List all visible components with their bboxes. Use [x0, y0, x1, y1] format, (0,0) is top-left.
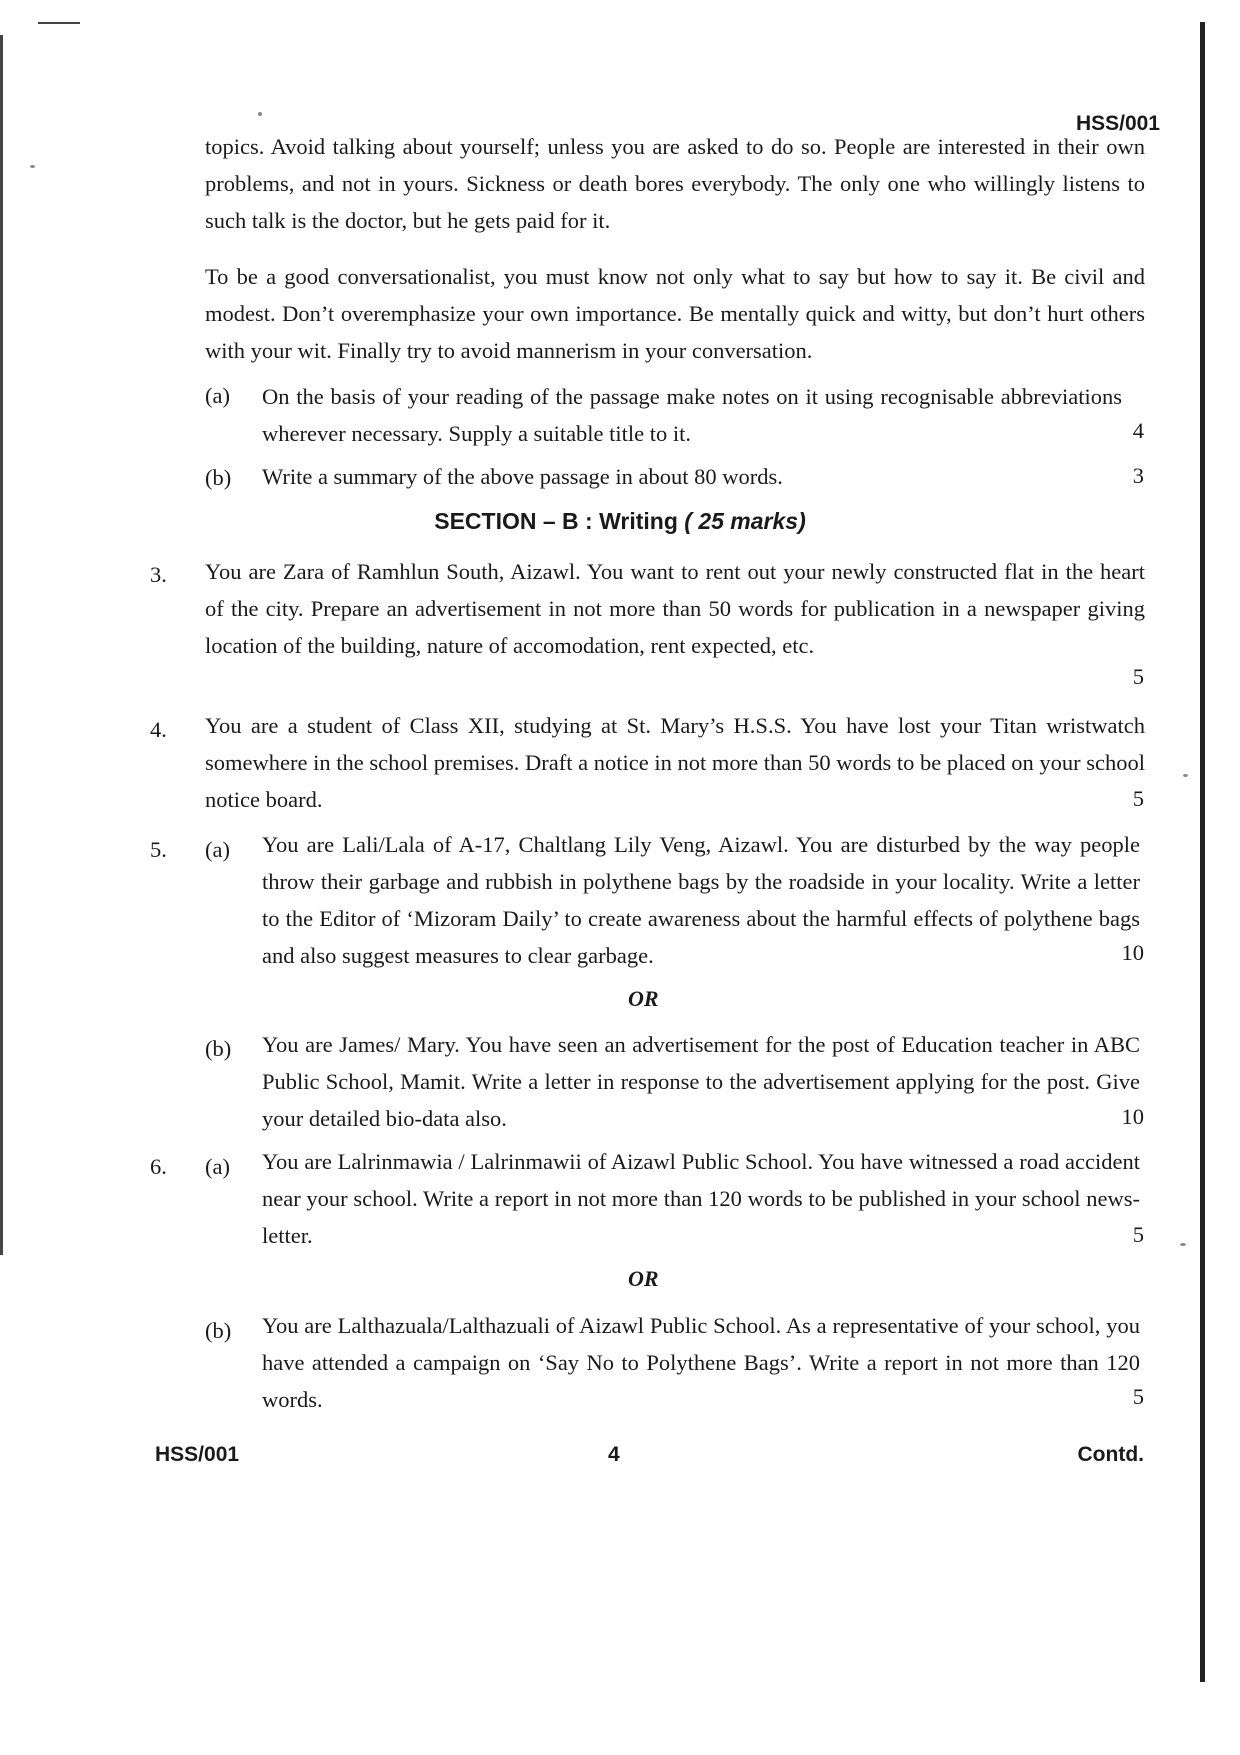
- passage-paragraph-2: To be a good conversationalist, you must know not only what to say but how to say it. Be civil and modest. Don’t overemphasize your own importance. Be mentally quick and witty, but don’t hurt others with your wit. Finally try to avoid mannerism in your conversation.: [205, 264, 1145, 363]
- question-2b-marks: 3: [1132, 463, 1144, 488]
- passage-paragraph-1: topics. Avoid talking about yourself; unless you are asked to do so. People are interested in their own problems, and not in yours. Sickness or death bores everybody. The only one who willingly listens to such talk is the doctor, but he gets paid for it.: [205, 134, 1145, 233]
- question-6a-marks: 5: [1132, 1222, 1144, 1247]
- question-5-number: 5.: [150, 837, 167, 862]
- question-5b-marks: 10: [1121, 1104, 1144, 1129]
- question-5a-marks: 10: [1121, 940, 1144, 965]
- question-4-text: You are a student of Class XII, studying at St. Mary’s H.S.S. You have lost your Titan wristwatch somewhere in the school premises. Draft a notice in not more than 50 words to be placed on your school notice board.: [205, 713, 1145, 812]
- question-6a-text: You are Lalrinmawia / Lalrinmawii of Aizawl Public School. You have witnessed a road accident near your school. Write a report in not more than 120 words to be published in your school news-letter.: [262, 1149, 1140, 1248]
- scan-speck: [30, 165, 35, 168]
- scan-edge-right: [1200, 22, 1205, 1682]
- scan-edge-left: [0, 35, 3, 1255]
- question-5b-label: (b): [205, 1036, 232, 1061]
- question-3-marks: 5: [1132, 664, 1144, 689]
- question-5-or: OR: [628, 986, 659, 1011]
- question-2a-text: On the basis of your reading of the passage make notes on it using recognisable abbreviations wherever necessary. Supply a suitable title to it.: [262, 384, 1122, 446]
- question-6b-marks: 5: [1132, 1384, 1144, 1409]
- paper-code-top: HSS/001: [1075, 112, 1160, 135]
- section-b-heading: [0, 508, 1240, 535]
- question-3-number: 3.: [150, 562, 167, 587]
- footer-paper-code: HSS/001: [155, 1443, 240, 1466]
- question-2b-label: (b): [205, 465, 232, 490]
- question-2a-label: (a): [205, 383, 230, 408]
- footer-contd: Contd.: [1077, 1443, 1144, 1466]
- question-4-marks: 5: [1132, 786, 1144, 811]
- scan-edge-top: [38, 22, 80, 24]
- question-2b-text: Write a summary of the above passage in about 80 words.: [262, 464, 783, 489]
- footer-page-number: 4: [608, 1443, 620, 1466]
- section-marks: ( 25 marks): [684, 508, 806, 534]
- section-title: SECTION – B :: [434, 508, 593, 534]
- question-5b-text: You are James/ Mary. You have seen an advertisement for the post of Education teacher in ABC Public School, Mamit. Write a letter in response to the advertisement applying for the post. Give your detailed bio-data also.: [262, 1032, 1140, 1131]
- question-6-or: OR: [628, 1266, 659, 1291]
- scan-speck: [1180, 1243, 1186, 1246]
- question-5a-text: You are Lali/Lala of A-17, Chaltlang Lily Veng, Aizawl. You are disturbed by the way people throw their garbage and rubbish in polythene bags by the roadside in your locality. Write a letter to the Editor of ‘Mizoram Daily’ to create awareness about the harmful effects of polythene bags and also suggest measures to clear garbage.: [262, 832, 1140, 968]
- section-name: Writing: [599, 508, 678, 534]
- scan-speck: [258, 112, 262, 116]
- question-6b-text: You are Lalthazuala/Lalthazuali of Aizawl Public School. As a representative of your school, you have attended a campaign on ‘Say No to Polythene Bags’. Write a report in not more than 120 words.: [262, 1313, 1140, 1412]
- question-6a-label: (a): [205, 1154, 230, 1179]
- question-2a-marks: 4: [1132, 418, 1144, 443]
- question-5a-label: (a): [205, 837, 230, 862]
- question-6b-label: (b): [205, 1318, 232, 1343]
- scan-speck: [1183, 774, 1188, 777]
- question-6-number: 6.: [150, 1154, 167, 1179]
- question-4-number: 4.: [150, 717, 167, 742]
- question-3-text: You are Zara of Ramhlun South, Aizawl. You want to rent out your newly constructed flat in the heart of the city. Prepare an advertisement in not more than 50 words for publication in a newspaper giving location of the building, nature of accomodation, rent expected, etc.: [205, 559, 1145, 658]
